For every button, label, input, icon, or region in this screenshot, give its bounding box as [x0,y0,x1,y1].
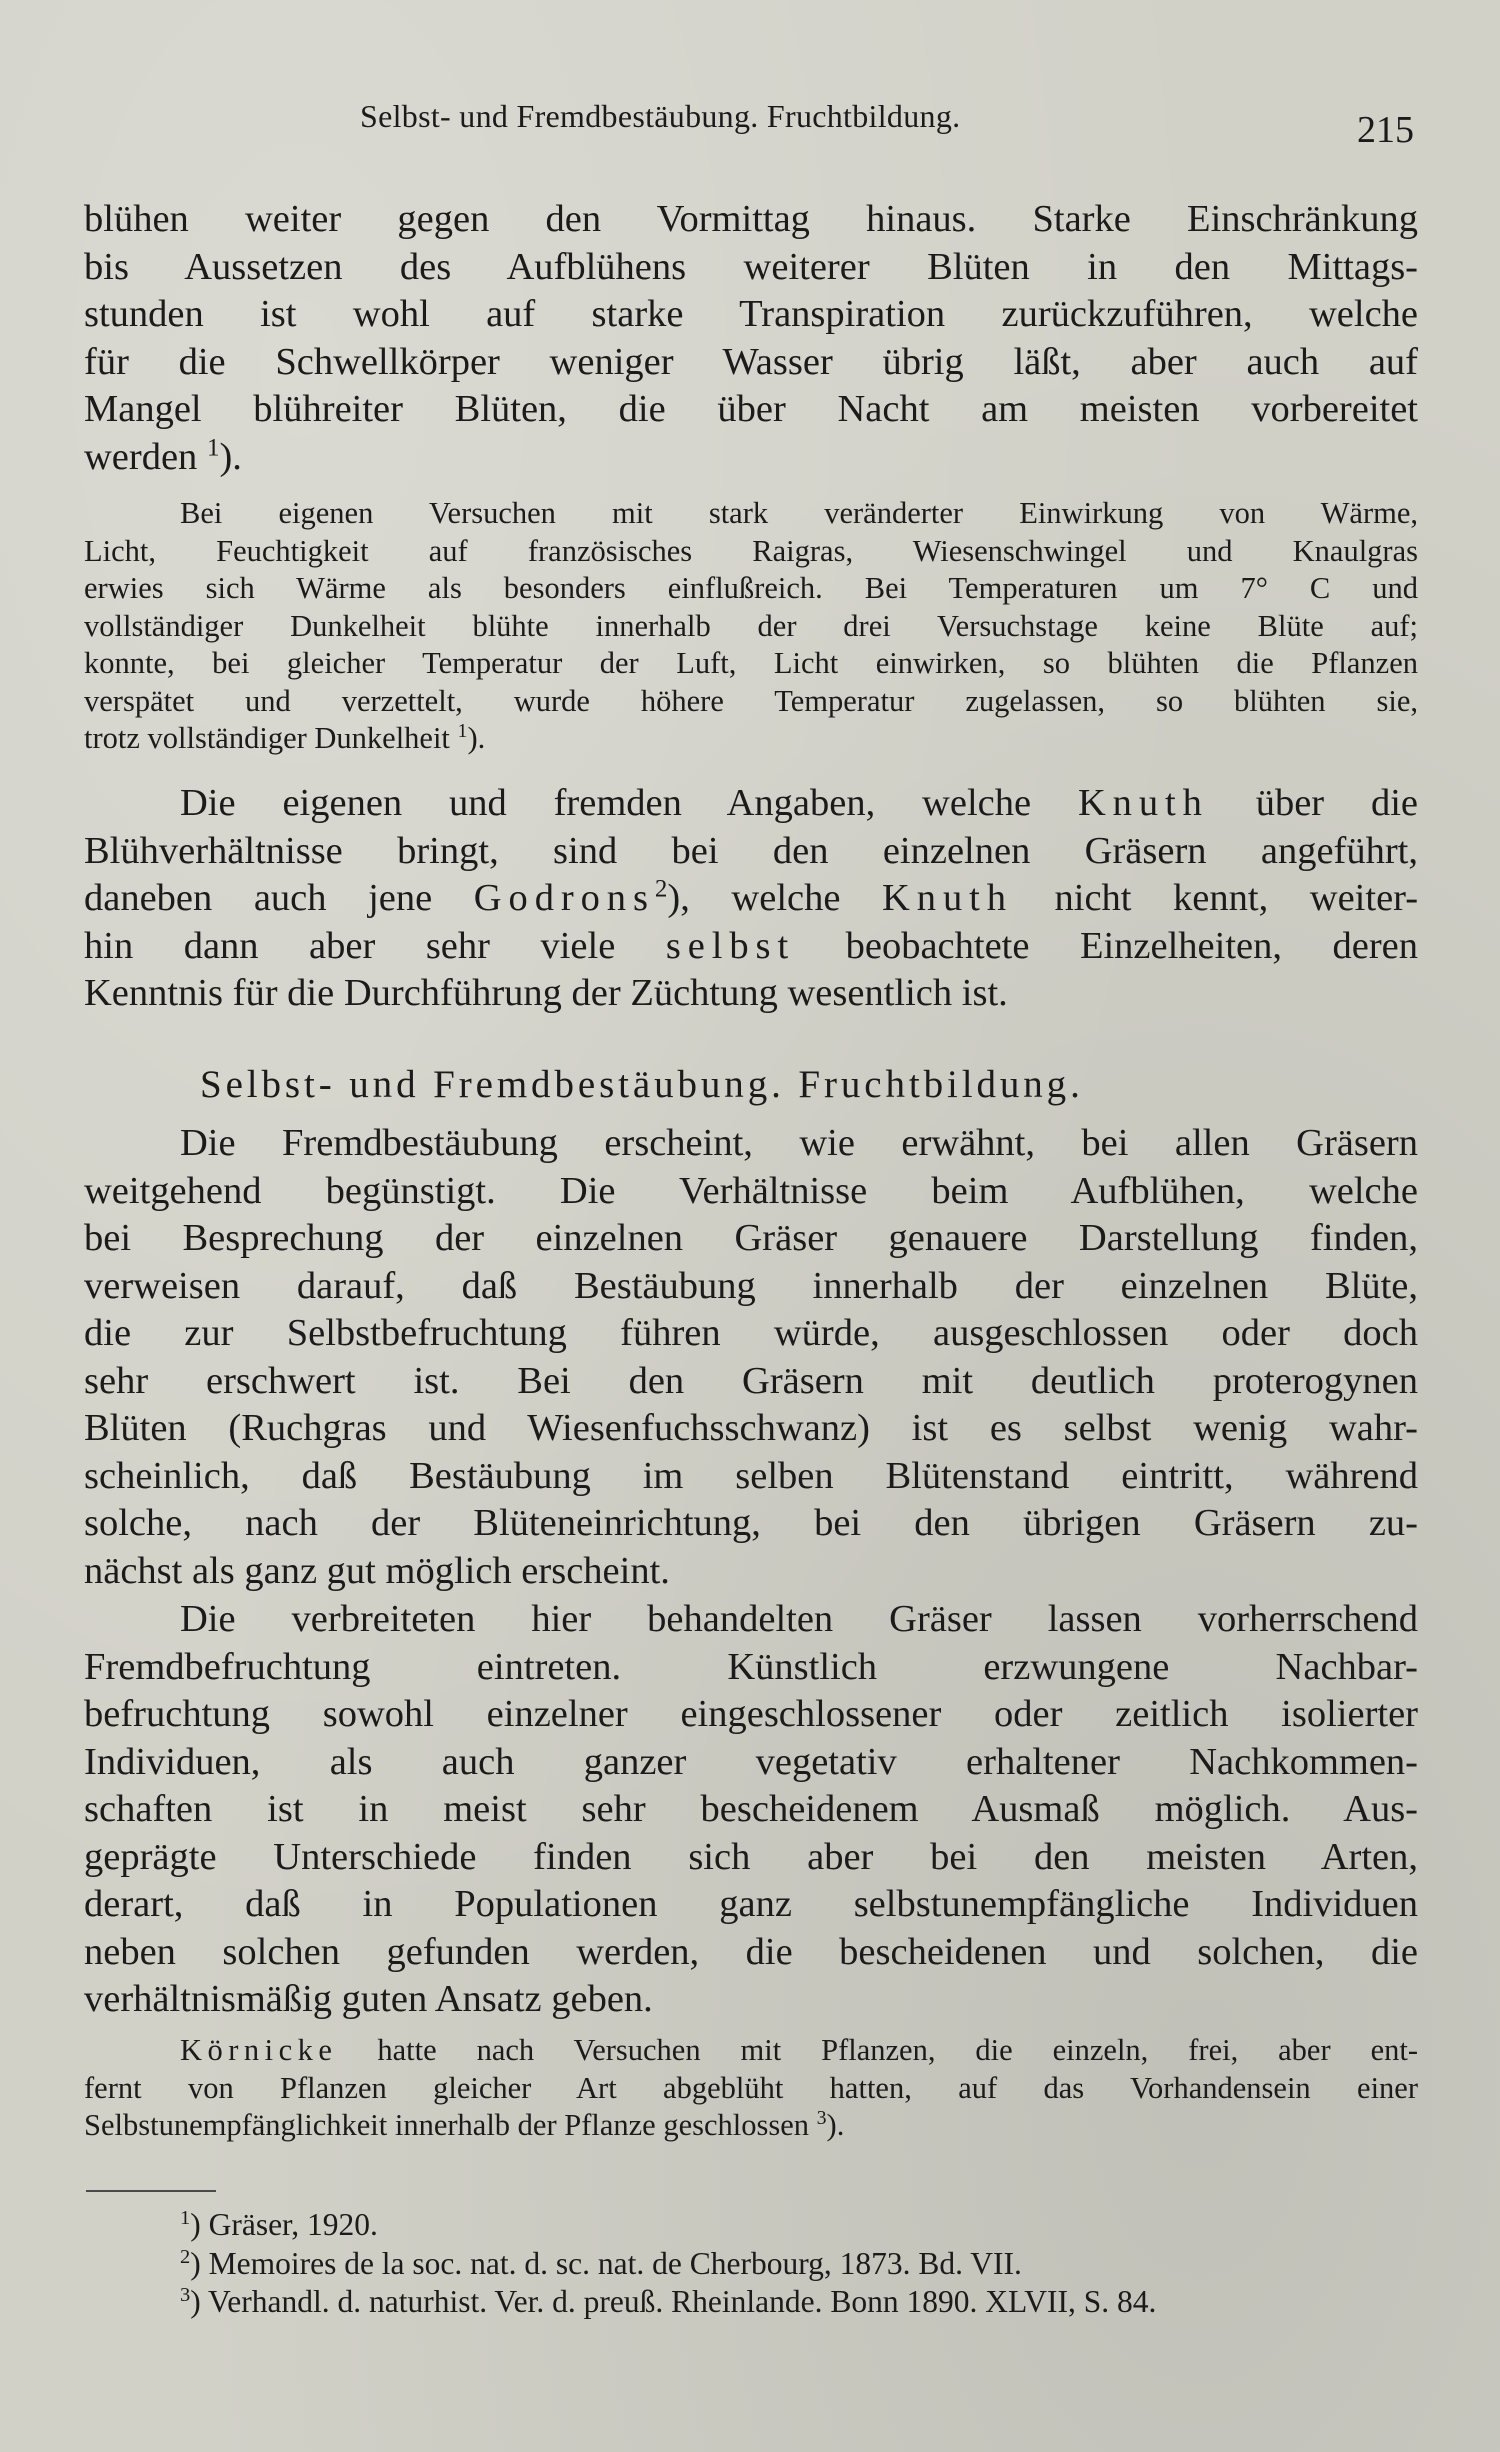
text-line: Kenntnis für die Durchführung der Züchtung wesentlich ist. [84,972,1008,1014]
footnote-mark: 3 [180,2283,191,2306]
text-line: trotz vollständiger Dunkelheit $^1$). [84,720,486,755]
paragraph-fremdbestaeubung [84,1120,1418,1595]
text-line: Körnicke hatte nach Versuchen mit Pflanzen, die einzeln, frei, aber ent- [180,2033,1418,2067]
text-line: Die eigenen und fremden Angaben, welche Knuth über die [180,782,1419,824]
text-line: befruchtung sowohl einzelner eingeschlossener oder zeitlich isolierter [84,1693,1418,1735]
text-line: erwies sich Wärme als besonders einflußreich. Bei Temperaturen um 7° C und [84,571,1418,605]
footnote-ref: 3 [816,2107,827,2130]
text-line: Blüten (Ruchgras und Wiesenfuchsschwanz) ist es selbst wenig wahr- [84,1407,1418,1449]
small-print-experiments [84,495,1418,758]
paragraph-knuth [84,780,1418,1018]
text-line: Die verbreiteten hier behandelten Gräser lassen vorherrschend [180,1598,1418,1640]
text-line: die zur Selbstbefruchtung führen würde, ausgeschlossen oder doch [84,1312,1418,1354]
text-line: Mangel blühreiter Blüten, die über Nacht am meisten vorbereitet [84,388,1418,430]
footnote-ref: 1 [457,720,468,743]
text-line: blühen weiter gegen den Vormittag hinaus. Starke Einschränkung [84,198,1418,240]
text-line: stunden ist wohl auf starke Transpiration zurückzuführen, welche [84,293,1418,335]
text-line: Bei eigenen Versuchen mit stark veränderter Einwirkung von Wärme, [180,496,1419,530]
page-header [360,98,1414,158]
text-line: Die Fremdbestäubung erscheint, wie erwähnt, bei allen Gräsern [180,1122,1418,1164]
section-heading: Selbst- und Fremdbestäubung. Fruchtbildung. [200,1063,1084,1106]
text-line: sehr erschwert ist. Bei den Gräsern mit deutlich proterogynen [84,1359,1418,1402]
text-line: hin dann aber sehr viele selbst beobachtete Einzelheiten, deren [84,924,1418,967]
text-line: Individuen, als auch ganzer vegetativ erhaltener Nachkommen- [84,1740,1418,1783]
small-print-koernicke [84,2032,1418,2145]
text-line: weitgehend begünstigt. Die Verhältnisse beim Aufblühen, welche [84,1169,1418,1212]
footnote-ref: 2 [654,875,668,903]
footnote-ref: 1 [206,433,220,461]
text-line: konnte, bei gleicher Temperatur der Luft, Licht einwirken, so blühten die Pflanzen [84,646,1418,680]
text-line: neben solchen gefunden werden, die bescheidenen und solchen, die [84,1930,1418,1973]
text-line: für die Schwellkörper weniger Wasser übrig läßt, aber auch auf [84,340,1418,383]
text-line: verhältnismäßig guten Ansatz geben. [84,1978,653,2020]
footnote: $^2$) Memoires de la soc. nat. d. sc. nat. de Cherbourg, 1873. Bd. VII. [180,2245,1022,2281]
emphasis: selbst [665,924,796,967]
text-line: solche, nach der Blüteneinrichtung, bei den übrigen Gräsern zu- [84,1502,1418,1544]
paragraph-fremdbefruchtung [84,1596,1418,2024]
text-line: vollständiger Dunkelheit blühte innerhalb der drei Versuchstage keine Blüte auf; [84,608,1418,643]
footnote-divider [86,2190,216,2192]
footnotes [180,2206,1430,2322]
author-name: Godrons [473,877,655,919]
page-number: 215 [1357,109,1414,151]
text-line: Fremdbefruchtung eintreten. Künstlich erzwungene Nachbar- [84,1645,1418,1688]
text-line: schaften ist in meist sehr bescheidenem Ausmaß möglich. Aus- [84,1788,1418,1830]
text-line: verspätet und verzettelt, wurde höhere Temperatur zugelassen, so blühten sie, [84,683,1418,718]
text-line: nächst als ganz gut möglich erscheint. [84,1549,670,1592]
text-line: Licht, Feuchtigkeit auf französisches Raigras, Wiesenschwingel und Knaulgras [84,533,1418,568]
author-name: Knuth [882,877,1013,919]
footnote-mark: 1 [180,2206,191,2229]
author-name: Körnicke [180,2033,338,2067]
footnote: $^3$) Verhandl. d. naturhist. Ver. d. preuß. Rheinlande. Bonn 1890. XLVII, S. 84. [180,2283,1157,2319]
text-line: daneben auch jene Godrons$^2$), welche Knuth nicht kennt, weiter- [84,875,1419,919]
text-line: bei Besprechung der einzelnen Gräser genauere Darstellung finden, [84,1217,1418,1259]
text-line: scheinlich, daß Bestäubung im selben Blütenstand eintritt, während [84,1454,1418,1497]
text-line: bis Aussetzen des Aufblühens weiterer Blüten in den Mittags- [84,245,1418,288]
text-line: derart, daß in Populationen ganz selbstunempfängliche Individuen [84,1883,1418,1925]
footnote-mark: 2 [180,2245,191,2268]
text-line: geprägte Unterschiede finden sich aber bei den meisten Arten, [84,1835,1418,1878]
text-line: Selbstunempfänglichkeit innerhalb der Pflanze geschlossen $^3$). [84,2107,845,2142]
running-title: Selbst- und Fremdbestäubung. Fruchtbildung. [360,98,961,134]
author-name: Knuth [1077,782,1209,824]
text-line: Blühverhältnisse bringt, sind bei den einzelnen Gräsern angeführt, [84,829,1418,872]
paragraph-continuation [84,196,1418,481]
text-line: verweisen darauf, daß Bestäubung innerhalb der einzelnen Blüte, [84,1264,1418,1307]
text-line: werden $^1$). [84,433,242,478]
text-line: fernt von Pflanzen gleicher Art abgeblüht hatten, auf das Vorhandensein einer [84,2070,1418,2105]
footnote: $^1$) Gräser, 1920. [180,2206,378,2242]
